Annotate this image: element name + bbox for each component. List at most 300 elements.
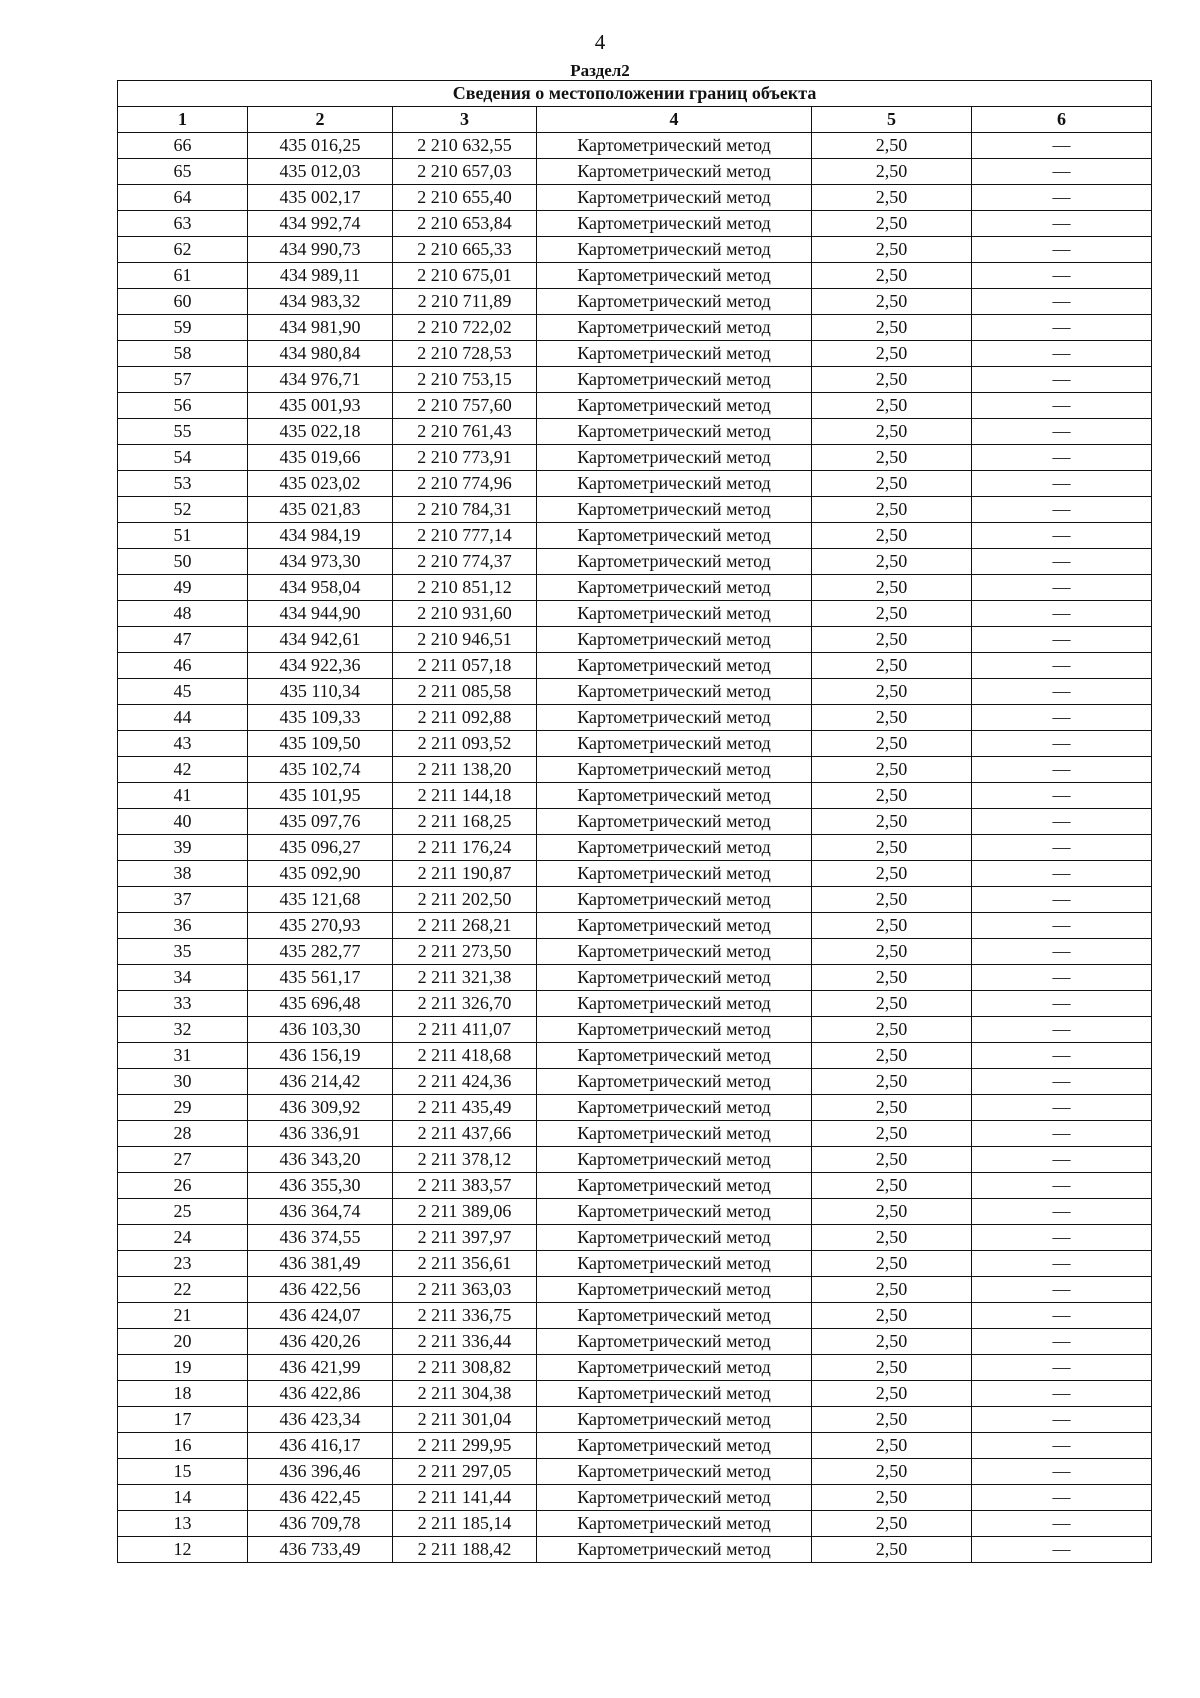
accuracy-cell: 2,50: [812, 1017, 972, 1043]
description-cell: —: [972, 861, 1152, 887]
x-coordinate-cell: 435 023,02: [248, 471, 393, 497]
x-coordinate-cell: 436 422,56: [248, 1277, 393, 1303]
y-coordinate-cell: 2 210 774,96: [393, 471, 537, 497]
method-cell: Картометрический метод: [537, 133, 812, 159]
y-coordinate-cell: 2 210 851,12: [393, 575, 537, 601]
description-cell: —: [972, 1147, 1152, 1173]
y-coordinate-cell: 2 210 757,60: [393, 393, 537, 419]
y-coordinate-cell: 2 210 722,02: [393, 315, 537, 341]
description-cell: —: [972, 887, 1152, 913]
table-row: [118, 367, 1152, 393]
accuracy-cell: 2,50: [812, 237, 972, 263]
description-cell: —: [972, 809, 1152, 835]
accuracy-cell: 2,50: [812, 393, 972, 419]
accuracy-cell: 2,50: [812, 731, 972, 757]
point-number-cell: 12: [118, 1537, 248, 1563]
method-cell: Картометрический метод: [537, 1173, 812, 1199]
y-coordinate-cell: 2 211 437,66: [393, 1121, 537, 1147]
table-row: [118, 289, 1152, 315]
table-row: [118, 211, 1152, 237]
x-coordinate-cell: 434 942,61: [248, 627, 393, 653]
point-number-cell: 36: [118, 913, 248, 939]
table-row: [118, 835, 1152, 861]
point-number-cell: 29: [118, 1095, 248, 1121]
method-cell: Картометрический метод: [537, 1277, 812, 1303]
table-row: [118, 991, 1152, 1017]
table-row: [118, 1407, 1152, 1433]
table-row: [118, 1095, 1152, 1121]
y-coordinate-cell: 2 211 168,25: [393, 809, 537, 835]
x-coordinate-cell: 435 097,76: [248, 809, 393, 835]
x-coordinate-cell: 436 156,19: [248, 1043, 393, 1069]
description-cell: —: [972, 1043, 1152, 1069]
y-coordinate-cell: 2 211 273,50: [393, 939, 537, 965]
y-coordinate-cell: 2 210 784,31: [393, 497, 537, 523]
method-cell: Картометрический метод: [537, 913, 812, 939]
description-cell: —: [972, 679, 1152, 705]
point-number-cell: 17: [118, 1407, 248, 1433]
method-cell: Картометрический метод: [537, 1225, 812, 1251]
y-coordinate-cell: 2 210 773,91: [393, 445, 537, 471]
method-cell: Картометрический метод: [537, 1199, 812, 1225]
y-coordinate-cell: 2 211 202,50: [393, 887, 537, 913]
y-coordinate-cell: 2 211 301,04: [393, 1407, 537, 1433]
x-coordinate-cell: 434 981,90: [248, 315, 393, 341]
point-number-cell: 31: [118, 1043, 248, 1069]
x-coordinate-cell: 435 696,48: [248, 991, 393, 1017]
accuracy-cell: 2,50: [812, 835, 972, 861]
y-coordinate-cell: 2 211 092,88: [393, 705, 537, 731]
y-coordinate-cell: 2 211 336,75: [393, 1303, 537, 1329]
y-coordinate-cell: 2 211 435,49: [393, 1095, 537, 1121]
x-coordinate-cell: 436 381,49: [248, 1251, 393, 1277]
table-row: [118, 1147, 1152, 1173]
description-cell: —: [972, 1199, 1152, 1225]
x-coordinate-cell: 434 958,04: [248, 575, 393, 601]
table-row: [118, 1043, 1152, 1069]
table-row: [118, 1199, 1152, 1225]
method-cell: Картометрический метод: [537, 1511, 812, 1537]
description-cell: —: [972, 1355, 1152, 1381]
y-coordinate-cell: 2 211 085,58: [393, 679, 537, 705]
table-row: [118, 1069, 1152, 1095]
point-number-cell: 50: [118, 549, 248, 575]
point-number-cell: 47: [118, 627, 248, 653]
x-coordinate-cell: 435 109,50: [248, 731, 393, 757]
y-coordinate-cell: 2 211 336,44: [393, 1329, 537, 1355]
table-row: [118, 341, 1152, 367]
table-row: [118, 757, 1152, 783]
y-coordinate-cell: 2 211 188,42: [393, 1537, 537, 1563]
table-row: [118, 471, 1152, 497]
x-coordinate-cell: 436 364,74: [248, 1199, 393, 1225]
x-coordinate-cell: 436 103,30: [248, 1017, 393, 1043]
accuracy-cell: 2,50: [812, 133, 972, 159]
table-row: [118, 601, 1152, 627]
point-number-cell: 23: [118, 1251, 248, 1277]
accuracy-cell: 2,50: [812, 939, 972, 965]
column-header-6: 6: [972, 107, 1152, 133]
description-cell: —: [972, 263, 1152, 289]
y-coordinate-cell: 2 210 777,14: [393, 523, 537, 549]
accuracy-cell: 2,50: [812, 1277, 972, 1303]
description-cell: —: [972, 965, 1152, 991]
method-cell: Картометрический метод: [537, 965, 812, 991]
method-cell: Картометрический метод: [537, 679, 812, 705]
description-cell: —: [972, 471, 1152, 497]
accuracy-cell: 2,50: [812, 627, 972, 653]
column-header-3: 3: [393, 107, 537, 133]
description-cell: —: [972, 575, 1152, 601]
description-cell: —: [972, 1407, 1152, 1433]
table-row: [118, 315, 1152, 341]
x-coordinate-cell: 435 022,18: [248, 419, 393, 445]
table-row: [118, 731, 1152, 757]
table-row: [118, 861, 1152, 887]
point-number-cell: 30: [118, 1069, 248, 1095]
method-cell: Картометрический метод: [537, 809, 812, 835]
method-cell: Картометрический метод: [537, 1121, 812, 1147]
column-header-4: 4: [537, 107, 812, 133]
description-cell: —: [972, 1017, 1152, 1043]
accuracy-cell: 2,50: [812, 1199, 972, 1225]
point-number-cell: 63: [118, 211, 248, 237]
description-cell: —: [972, 1225, 1152, 1251]
x-coordinate-cell: 436 374,55: [248, 1225, 393, 1251]
y-coordinate-cell: 2 211 185,14: [393, 1511, 537, 1537]
description-cell: —: [972, 237, 1152, 263]
description-cell: —: [972, 783, 1152, 809]
section-title: Раздел2: [570, 61, 630, 80]
table-row: [118, 1173, 1152, 1199]
y-coordinate-cell: 2 210 931,60: [393, 601, 537, 627]
method-cell: Картометрический метод: [537, 887, 812, 913]
x-coordinate-cell: 435 102,74: [248, 757, 393, 783]
accuracy-cell: 2,50: [812, 1459, 972, 1485]
method-cell: Картометрический метод: [537, 367, 812, 393]
accuracy-cell: 2,50: [812, 1433, 972, 1459]
table-row: [118, 809, 1152, 835]
point-number-cell: 22: [118, 1277, 248, 1303]
method-cell: Картометрический метод: [537, 757, 812, 783]
description-cell: —: [972, 939, 1152, 965]
description-cell: —: [972, 1303, 1152, 1329]
method-cell: Картометрический метод: [537, 549, 812, 575]
x-coordinate-cell: 435 012,03: [248, 159, 393, 185]
x-coordinate-cell: 435 021,83: [248, 497, 393, 523]
description-cell: —: [972, 835, 1152, 861]
accuracy-cell: 2,50: [812, 185, 972, 211]
method-cell: Картометрический метод: [537, 1381, 812, 1407]
method-cell: Картометрический метод: [537, 289, 812, 315]
point-number-cell: 60: [118, 289, 248, 315]
method-cell: Картометрический метод: [537, 1459, 812, 1485]
y-coordinate-cell: 2 211 321,38: [393, 965, 537, 991]
method-cell: Картометрический метод: [537, 419, 812, 445]
accuracy-cell: 2,50: [812, 887, 972, 913]
x-coordinate-cell: 436 421,99: [248, 1355, 393, 1381]
y-coordinate-cell: 2 211 411,07: [393, 1017, 537, 1043]
table-row: [118, 575, 1152, 601]
description-cell: —: [972, 991, 1152, 1017]
x-coordinate-cell: 435 092,90: [248, 861, 393, 887]
y-coordinate-cell: 2 211 308,82: [393, 1355, 537, 1381]
method-cell: Картометрический метод: [537, 471, 812, 497]
y-coordinate-cell: 2 210 653,84: [393, 211, 537, 237]
description-cell: —: [972, 133, 1152, 159]
point-number-cell: 56: [118, 393, 248, 419]
table-caption-row: [118, 81, 1152, 107]
point-number-cell: 65: [118, 159, 248, 185]
accuracy-cell: 2,50: [812, 1173, 972, 1199]
accuracy-cell: 2,50: [812, 705, 972, 731]
description-cell: —: [972, 1329, 1152, 1355]
method-cell: Картометрический метод: [537, 1355, 812, 1381]
x-coordinate-cell: 435 282,77: [248, 939, 393, 965]
accuracy-cell: 2,50: [812, 159, 972, 185]
description-cell: —: [972, 1537, 1152, 1563]
x-coordinate-cell: 434 944,90: [248, 601, 393, 627]
point-number-cell: 48: [118, 601, 248, 627]
x-coordinate-cell: 436 214,42: [248, 1069, 393, 1095]
column-header-1: 1: [118, 107, 248, 133]
table-row: [118, 1381, 1152, 1407]
x-coordinate-cell: 434 983,32: [248, 289, 393, 315]
x-coordinate-cell: 434 984,19: [248, 523, 393, 549]
point-number-cell: 20: [118, 1329, 248, 1355]
description-cell: —: [972, 367, 1152, 393]
y-coordinate-cell: 2 211 397,97: [393, 1225, 537, 1251]
method-cell: Картометрический метод: [537, 991, 812, 1017]
point-number-cell: 14: [118, 1485, 248, 1511]
y-coordinate-cell: 2 210 946,51: [393, 627, 537, 653]
y-coordinate-cell: 2 211 326,70: [393, 991, 537, 1017]
point-number-cell: 62: [118, 237, 248, 263]
description-cell: —: [972, 289, 1152, 315]
accuracy-cell: 2,50: [812, 679, 972, 705]
method-cell: Картометрический метод: [537, 1329, 812, 1355]
method-cell: Картометрический метод: [537, 601, 812, 627]
point-number-cell: 58: [118, 341, 248, 367]
method-cell: Картометрический метод: [537, 783, 812, 809]
method-cell: Картометрический метод: [537, 393, 812, 419]
point-number-cell: 41: [118, 783, 248, 809]
point-number-cell: 46: [118, 653, 248, 679]
y-coordinate-cell: 2 211 138,20: [393, 757, 537, 783]
y-coordinate-cell: 2 210 728,53: [393, 341, 537, 367]
description-cell: —: [972, 1173, 1152, 1199]
x-coordinate-cell: 436 416,17: [248, 1433, 393, 1459]
table-row: [118, 679, 1152, 705]
description-cell: —: [972, 549, 1152, 575]
table-row: [118, 445, 1152, 471]
table-row: [118, 237, 1152, 263]
table-row: [118, 159, 1152, 185]
accuracy-cell: 2,50: [812, 601, 972, 627]
x-coordinate-cell: 436 423,34: [248, 1407, 393, 1433]
y-coordinate-cell: 2 210 761,43: [393, 419, 537, 445]
accuracy-cell: 2,50: [812, 1407, 972, 1433]
y-coordinate-cell: 2 211 378,12: [393, 1147, 537, 1173]
x-coordinate-cell: 436 422,45: [248, 1485, 393, 1511]
point-number-cell: 43: [118, 731, 248, 757]
description-cell: —: [972, 1277, 1152, 1303]
point-number-cell: 51: [118, 523, 248, 549]
table-row: [118, 705, 1152, 731]
point-number-cell: 15: [118, 1459, 248, 1485]
accuracy-cell: 2,50: [812, 1121, 972, 1147]
description-cell: —: [972, 1121, 1152, 1147]
method-cell: Картометрический метод: [537, 1485, 812, 1511]
method-cell: Картометрический метод: [537, 445, 812, 471]
y-coordinate-cell: 2 211 190,87: [393, 861, 537, 887]
coordinates-table: [117, 80, 1152, 1563]
point-number-cell: 37: [118, 887, 248, 913]
accuracy-cell: 2,50: [812, 1329, 972, 1355]
accuracy-cell: 2,50: [812, 549, 972, 575]
x-coordinate-cell: 434 989,11: [248, 263, 393, 289]
table-row: [118, 1303, 1152, 1329]
x-coordinate-cell: 436 355,30: [248, 1173, 393, 1199]
description-cell: —: [972, 1251, 1152, 1277]
page-number: 4: [594, 30, 606, 54]
accuracy-cell: 2,50: [812, 809, 972, 835]
table-row: [118, 1225, 1152, 1251]
table-row: [118, 1511, 1152, 1537]
table-row: [118, 185, 1152, 211]
x-coordinate-cell: 434 992,74: [248, 211, 393, 237]
method-cell: Картометрический метод: [537, 1017, 812, 1043]
method-cell: Картометрический метод: [537, 1537, 812, 1563]
point-number-cell: 21: [118, 1303, 248, 1329]
method-cell: Картометрический метод: [537, 1251, 812, 1277]
x-coordinate-cell: 435 110,34: [248, 679, 393, 705]
method-cell: Картометрический метод: [537, 185, 812, 211]
y-coordinate-cell: 2 211 268,21: [393, 913, 537, 939]
table-row: [118, 1485, 1152, 1511]
x-coordinate-cell: 434 922,36: [248, 653, 393, 679]
y-coordinate-cell: 2 210 711,89: [393, 289, 537, 315]
y-coordinate-cell: 2 211 389,06: [393, 1199, 537, 1225]
table-row: [118, 627, 1152, 653]
method-cell: Картометрический метод: [537, 861, 812, 887]
description-cell: —: [972, 185, 1152, 211]
x-coordinate-cell: 435 101,95: [248, 783, 393, 809]
x-coordinate-cell: 436 733,49: [248, 1537, 393, 1563]
method-cell: Картометрический метод: [537, 705, 812, 731]
table-row: [118, 1121, 1152, 1147]
table-row: [118, 1277, 1152, 1303]
x-coordinate-cell: 435 109,33: [248, 705, 393, 731]
table-row: [118, 419, 1152, 445]
accuracy-cell: 2,50: [812, 913, 972, 939]
x-coordinate-cell: 435 001,93: [248, 393, 393, 419]
y-coordinate-cell: 2 210 632,55: [393, 133, 537, 159]
accuracy-cell: 2,50: [812, 1511, 972, 1537]
accuracy-cell: 2,50: [812, 1147, 972, 1173]
description-cell: —: [972, 341, 1152, 367]
x-coordinate-cell: 436 336,91: [248, 1121, 393, 1147]
table-caption: Сведения о местоположении границ объекта: [118, 81, 1152, 107]
description-cell: —: [972, 731, 1152, 757]
description-cell: —: [972, 1459, 1152, 1485]
column-header-5: 5: [812, 107, 972, 133]
method-cell: Картометрический метод: [537, 315, 812, 341]
method-cell: Картометрический метод: [537, 653, 812, 679]
point-number-cell: 54: [118, 445, 248, 471]
point-number-cell: 66: [118, 133, 248, 159]
point-number-cell: 42: [118, 757, 248, 783]
description-cell: —: [972, 1381, 1152, 1407]
accuracy-cell: 2,50: [812, 1537, 972, 1563]
accuracy-cell: 2,50: [812, 783, 972, 809]
y-coordinate-cell: 2 210 675,01: [393, 263, 537, 289]
description-cell: —: [972, 653, 1152, 679]
accuracy-cell: 2,50: [812, 1225, 972, 1251]
description-cell: —: [972, 497, 1152, 523]
y-coordinate-cell: 2 210 655,40: [393, 185, 537, 211]
accuracy-cell: 2,50: [812, 575, 972, 601]
description-cell: —: [972, 315, 1152, 341]
method-cell: Картометрический метод: [537, 627, 812, 653]
x-coordinate-cell: 435 121,68: [248, 887, 393, 913]
description-cell: —: [972, 705, 1152, 731]
point-number-cell: 61: [118, 263, 248, 289]
description-cell: —: [972, 627, 1152, 653]
method-cell: Картометрический метод: [537, 731, 812, 757]
x-coordinate-cell: 436 422,86: [248, 1381, 393, 1407]
table-row: [118, 1355, 1152, 1381]
x-coordinate-cell: 435 270,93: [248, 913, 393, 939]
method-cell: Картометрический метод: [537, 575, 812, 601]
accuracy-cell: 2,50: [812, 1095, 972, 1121]
x-coordinate-cell: 436 396,46: [248, 1459, 393, 1485]
method-cell: Картометрический метод: [537, 237, 812, 263]
x-coordinate-cell: 435 002,17: [248, 185, 393, 211]
description-cell: —: [972, 419, 1152, 445]
table-row: [118, 1537, 1152, 1563]
y-coordinate-cell: 2 211 093,52: [393, 731, 537, 757]
table-row: [118, 549, 1152, 575]
x-coordinate-cell: 434 980,84: [248, 341, 393, 367]
point-number-cell: 24: [118, 1225, 248, 1251]
method-cell: Картометрический метод: [537, 1043, 812, 1069]
table-row: [118, 965, 1152, 991]
point-number-cell: 32: [118, 1017, 248, 1043]
point-number-cell: 53: [118, 471, 248, 497]
description-cell: —: [972, 1069, 1152, 1095]
description-cell: —: [972, 1095, 1152, 1121]
method-cell: Картометрический метод: [537, 497, 812, 523]
point-number-cell: 55: [118, 419, 248, 445]
x-coordinate-cell: 436 309,92: [248, 1095, 393, 1121]
point-number-cell: 33: [118, 991, 248, 1017]
accuracy-cell: 2,50: [812, 1251, 972, 1277]
description-cell: —: [972, 393, 1152, 419]
point-number-cell: 64: [118, 185, 248, 211]
y-coordinate-cell: 2 211 304,38: [393, 1381, 537, 1407]
y-coordinate-cell: 2 211 383,57: [393, 1173, 537, 1199]
y-coordinate-cell: 2 211 297,05: [393, 1459, 537, 1485]
x-coordinate-cell: 435 016,25: [248, 133, 393, 159]
y-coordinate-cell: 2 210 753,15: [393, 367, 537, 393]
table-row: [118, 653, 1152, 679]
x-coordinate-cell: 434 973,30: [248, 549, 393, 575]
point-number-cell: 28: [118, 1121, 248, 1147]
table-row: [118, 497, 1152, 523]
description-cell: —: [972, 523, 1152, 549]
point-number-cell: 27: [118, 1147, 248, 1173]
